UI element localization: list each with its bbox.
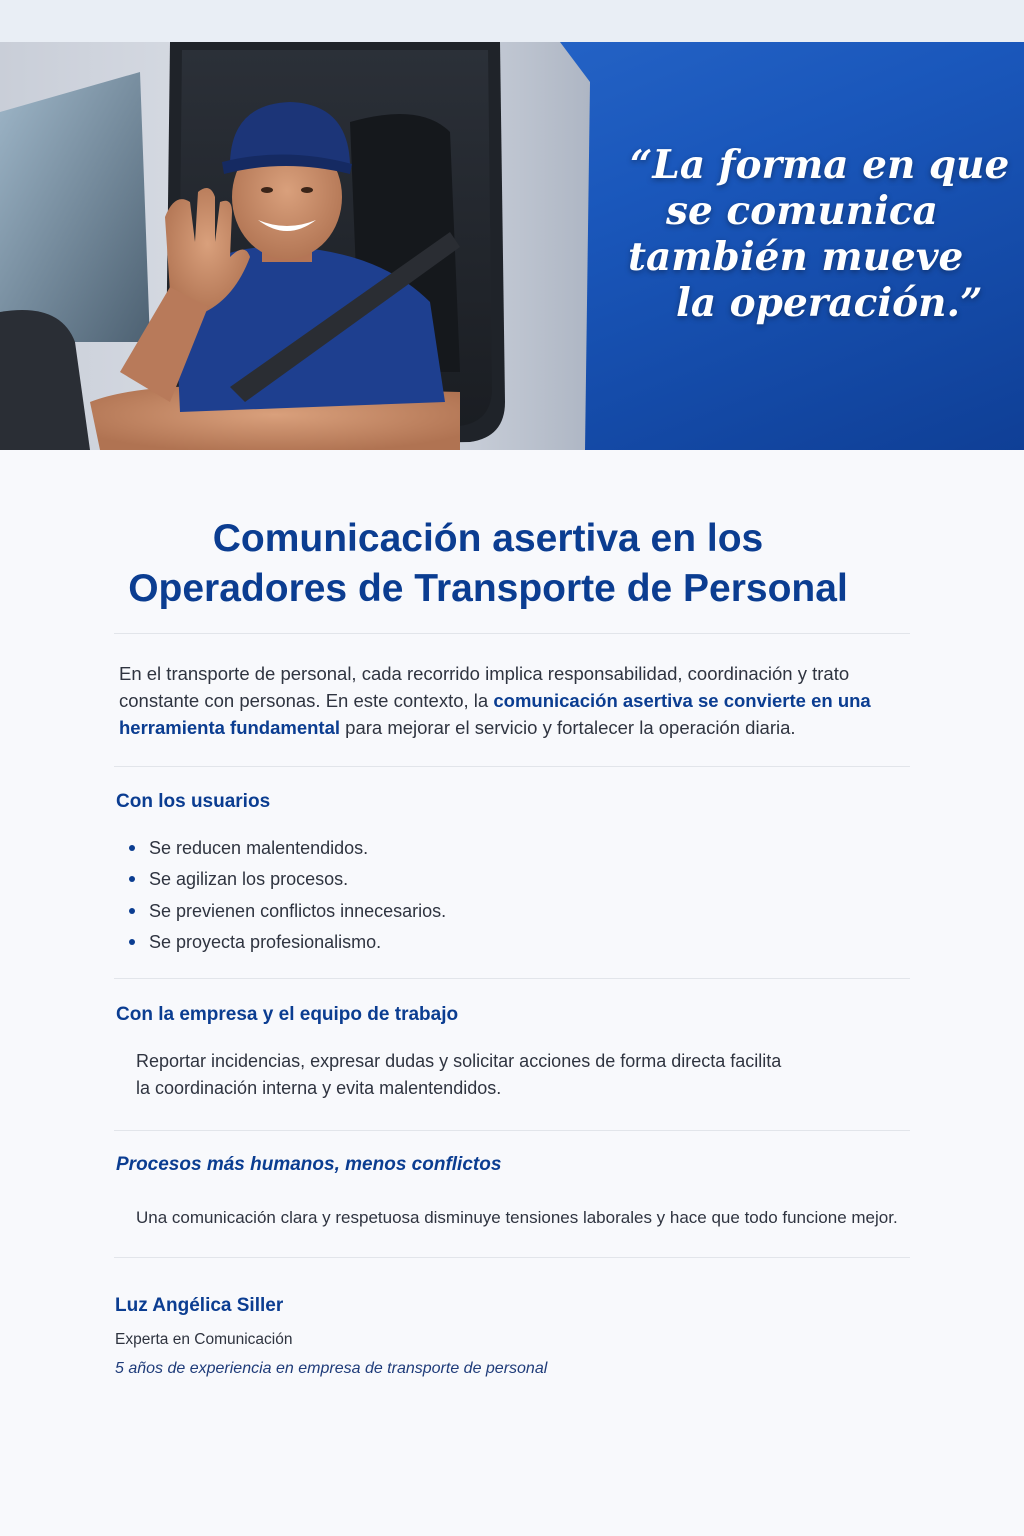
quote-line-1: “La forma en que — [630, 142, 1010, 188]
quote-line-3: también mueve — [628, 234, 964, 280]
human-paragraph: Una comunicación clara y respetuosa disminuye tensiones laborales y hace que todo funcione mejor. — [136, 1208, 898, 1227]
bullet-icon — [129, 908, 135, 914]
section-title-users: Con los usuarios — [116, 791, 271, 812]
divider — [114, 1257, 910, 1258]
users-benefits-list — [126, 833, 446, 958]
list-item-text: Se agilizan los procesos. — [149, 869, 349, 890]
company-line-2: la coordinación interna y evita malentendidos. — [136, 1078, 502, 1098]
list-item-text: Se proyecta profesionalismo. — [149, 931, 382, 952]
author-name: Luz Angélica Siller — [115, 1295, 284, 1316]
list-item — [126, 896, 446, 927]
list-item-text: Se reducen malentendidos. — [149, 838, 369, 858]
list-item — [126, 864, 446, 895]
section-title-company: Con la empresa y el equipo de trabajo — [116, 1004, 459, 1025]
divider — [114, 633, 910, 634]
company-line-1: Reportar incidencias, expresar dudas y solicitar acciones de forma directa facilita — [136, 1051, 782, 1071]
bullet-icon — [129, 845, 135, 851]
title-line-2: Operadores de Transporte de Personal — [128, 567, 848, 610]
quote-line-2: se comunica — [666, 188, 938, 234]
author-role: Experta en Comunicación — [115, 1331, 293, 1348]
intro-highlight: comunicación asertiva se convierte en una herramienta fundamental — [119, 690, 871, 738]
bullet-icon — [129, 939, 135, 945]
list-item — [126, 833, 446, 864]
divider — [114, 766, 910, 767]
intro-paragraph — [119, 660, 899, 741]
intro-text-2: para mejorar el servicio y fortalecer la operación diaria. — [340, 717, 796, 738]
title-line-1: Comunicación asertiva en los — [212, 517, 764, 560]
divider — [114, 1130, 910, 1131]
divider — [114, 978, 910, 979]
author-experience: 5 años de experiencia en empresa de transporte de personal — [115, 1360, 548, 1377]
bullet-icon — [129, 876, 135, 882]
page-title — [0, 514, 976, 614]
top-strip — [0, 0, 1024, 42]
list-item-text: Se previenen conflictos innecesarios. — [149, 900, 447, 921]
hero-banner — [0, 42, 1024, 450]
quote-line-4: la operación.” — [676, 280, 983, 326]
company-paragraph — [136, 1048, 781, 1102]
intro-text-1: En el transporte de personal, cada recorrido implica responsabilidad, coordinación y trato constante con personas. En este contexto, la — [119, 663, 850, 711]
section-title-human: Procesos más humanos, menos conflictos — [116, 1154, 502, 1175]
list-item — [126, 927, 446, 958]
hero-quote — [600, 142, 1010, 326]
